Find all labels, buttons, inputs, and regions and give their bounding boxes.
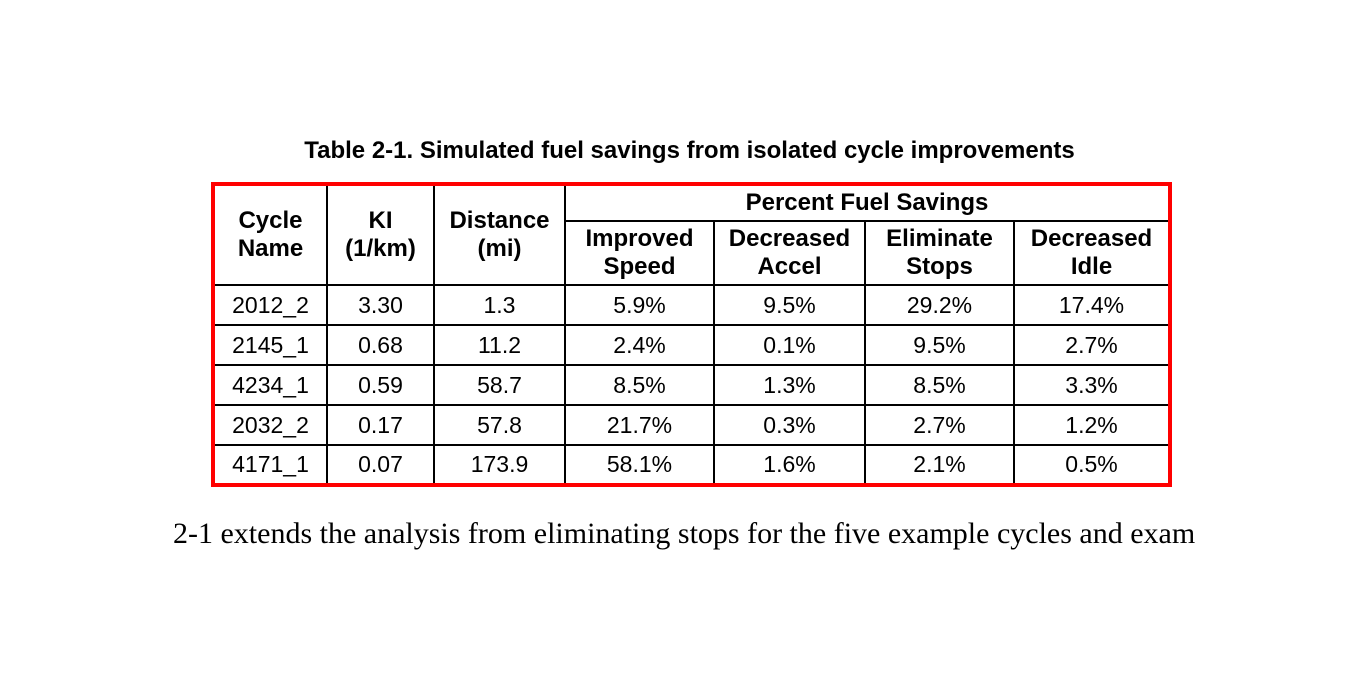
cell-decreased-idle: 2.7% [1014,325,1170,365]
table-header-row-group [213,184,1170,221]
table-caption: Table 2-1. Simulated fuel savings from isolated cycle improvements [304,137,1075,164]
table-row [213,445,1170,485]
col-header-improved-speed: Improved Speed [565,221,714,285]
cell-ki: 0.17 [327,405,434,445]
cell-ki: 0.68 [327,325,434,365]
cell-decreased-idle: 3.3% [1014,365,1170,405]
cell-improved-speed: 21.7% [565,405,714,445]
body-text: 2-1 extends the analysis from eliminating stops for the five example cycles and exam [173,517,1196,550]
cell-improved-speed: 8.5% [565,365,714,405]
table-row [213,285,1170,325]
col-header-decreased-accel: Decreased Accel [714,221,865,285]
cell-distance: 1.3 [434,285,565,325]
cell-distance: 11.2 [434,325,565,365]
table-row [213,405,1170,445]
cell-improved-speed: 2.4% [565,325,714,365]
cell-decreased-accel: 9.5% [714,285,865,325]
cell-decreased-accel: 0.1% [714,325,865,365]
cell-decreased-idle: 1.2% [1014,405,1170,445]
cell-ki: 0.59 [327,365,434,405]
cell-decreased-accel: 1.6% [714,445,865,485]
cell-distance: 58.7 [434,365,565,405]
col-group-header-percent-fuel-savings: Percent Fuel Savings [565,184,1170,221]
cell-improved-speed: 5.9% [565,285,714,325]
cell-distance: 173.9 [434,445,565,485]
cell-eliminate-stops: 2.1% [865,445,1014,485]
cell-cycle-name: 4234_1 [213,365,327,405]
cell-cycle-name: 2032_2 [213,405,327,445]
col-header-decreased-idle: Decreased Idle [1014,221,1170,285]
col-header-eliminate-stops: Eliminate Stops [865,221,1014,285]
cell-decreased-idle: 17.4% [1014,285,1170,325]
col-header-cycle-name: Cycle Name [213,184,327,285]
cell-eliminate-stops: 2.7% [865,405,1014,445]
cell-distance: 57.8 [434,405,565,445]
cell-ki: 0.07 [327,445,434,485]
cell-decreased-accel: 1.3% [714,365,865,405]
cell-eliminate-stops: 8.5% [865,365,1014,405]
cell-ki: 3.30 [327,285,434,325]
cell-cycle-name: 2012_2 [213,285,327,325]
cell-cycle-name: 2145_1 [213,325,327,365]
cell-cycle-name: 4171_1 [213,445,327,485]
table-row [213,325,1170,365]
cell-eliminate-stops: 9.5% [865,325,1014,365]
cell-eliminate-stops: 29.2% [865,285,1014,325]
col-header-ki: KI (1/km) [327,184,434,285]
col-header-distance: Distance (mi) [434,184,565,285]
cell-decreased-idle: 0.5% [1014,445,1170,485]
cell-improved-speed: 58.1% [565,445,714,485]
table-row [213,365,1170,405]
fuel-savings-table [211,182,1172,487]
cell-decreased-accel: 0.3% [714,405,865,445]
